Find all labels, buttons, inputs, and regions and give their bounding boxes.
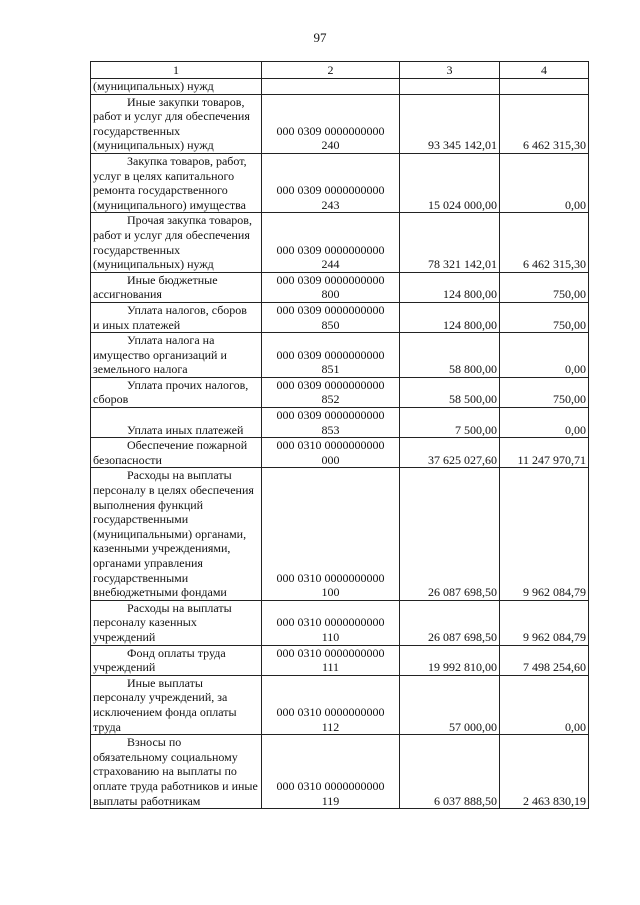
row-code: 000 0309 0000000000 (276, 302, 385, 317)
row-name-cell (91, 213, 262, 272)
row-name-rest: работ и услуг для обеспечения государственных (муниципальных) нужд (93, 109, 250, 153)
table-row (91, 153, 589, 212)
row-name-cell (91, 600, 262, 645)
row-code-cell (262, 333, 400, 378)
row-code: 000 0309 0000000000 (276, 183, 385, 198)
page-number: 97 (313, 30, 327, 45)
header-row (91, 62, 589, 79)
row-name-rest: работ и услуг для обеспечения государственных (муниципальных) нужд (93, 227, 250, 272)
row-value-col4: 11 247 970,71 (500, 438, 589, 468)
row-code-sub: 110 (321, 629, 340, 644)
row-value-col3: 58 800,00 (400, 333, 500, 378)
table-row (91, 675, 589, 734)
row-name-cell (91, 645, 262, 675)
row-name-first: Фонд оплаты труда (127, 645, 226, 660)
row-value-col3: 124 800,00 (400, 272, 500, 302)
table-body (91, 79, 589, 809)
row-name-rest: безопасности (93, 452, 162, 467)
row-code-sub: 111 (321, 660, 340, 675)
column-header-1: 1 (91, 62, 262, 79)
row-name-first: Уплата налога на (127, 333, 215, 348)
row-name-cell (91, 302, 262, 332)
row-code-sub: 000 (321, 452, 340, 467)
row-value-col4: 6 462 315,30 (500, 213, 589, 272)
table-row (91, 468, 589, 600)
table-row (91, 302, 589, 332)
table-row (91, 438, 589, 468)
row-value-col4: 0,00 (500, 153, 589, 212)
row-value-col4: 0,00 (500, 675, 589, 734)
row-code: 000 0309 0000000000 (276, 123, 385, 138)
row-name-rest: сборов (93, 392, 129, 407)
row-name-rest: персоналу в целях обеспечения выполнения функций государственными (муниципальными) органами, казенными учреждениями, органами управления государственными внебюджетными фондами (93, 483, 254, 600)
row-name-cell (91, 153, 262, 212)
column-header-4: 4 (500, 62, 589, 79)
row-code-sub: 244 (321, 257, 340, 272)
row-code-sub: 243 (321, 197, 340, 212)
row-value-col3: 58 500,00 (400, 377, 500, 407)
row-name-cell (91, 94, 262, 153)
row-code-sub: 100 (321, 585, 340, 600)
row-name-first: Расходы на выплаты (127, 468, 232, 483)
column-header-2: 2 (262, 62, 400, 79)
row-value-col4: 750,00 (500, 272, 589, 302)
row-code-cell (262, 408, 400, 438)
row-name-first: Иные выплаты (127, 675, 203, 690)
row-code-sub: 850 (321, 317, 340, 332)
row-code: 000 0310 0000000000 (276, 704, 385, 719)
table-row (91, 272, 589, 302)
row-name-first: Закупка товаров, работ, (127, 153, 247, 168)
budget-table (90, 61, 589, 809)
row-value-col3: 124 800,00 (400, 302, 500, 332)
table-row (91, 333, 589, 378)
row-code-cell (262, 213, 400, 272)
row-code: 000 0310 0000000000 (276, 645, 385, 660)
row-value-col3: 26 087 698,50 (400, 468, 500, 600)
row-name-cell (91, 377, 262, 407)
table-row (91, 600, 589, 645)
row-code: 000 0309 0000000000 (276, 408, 385, 423)
row-code-cell (262, 94, 400, 153)
row-code: 000 0310 0000000000 (276, 615, 385, 630)
row-value-col3: 57 000,00 (400, 675, 500, 734)
row-value-col4: 6 462 315,30 (500, 94, 589, 153)
row-code-sub: 240 (321, 138, 340, 153)
row-name-cell (91, 333, 262, 378)
row-value-col3: 93 345 142,01 (400, 94, 500, 153)
row-code: 000 0310 0000000000 (276, 438, 385, 453)
row-value-col3 (400, 79, 500, 95)
table-row (91, 79, 589, 95)
row-name-rest: и иных платежей (93, 317, 181, 332)
row-name-rest: обязательному социальному страхованию на выплаты по оплате труда работников и иные выплаты работникам (93, 749, 258, 808)
row-name-cell (91, 79, 262, 95)
table-row (91, 735, 589, 809)
row-value-col4: 750,00 (500, 377, 589, 407)
row-name-first: Расходы на выплаты (127, 600, 232, 615)
row-value-col4: 9 962 084,79 (500, 600, 589, 645)
column-header-3: 3 (400, 62, 500, 79)
table-row (91, 408, 589, 438)
row-name-first: Иные бюджетные (127, 272, 218, 287)
row-value-col3: 7 500,00 (400, 408, 500, 438)
row-name-rest: ассигнования (93, 287, 162, 302)
row-value-col4 (500, 79, 589, 95)
row-value-col3: 19 992 810,00 (400, 645, 500, 675)
row-value-col4: 2 463 830,19 (500, 735, 589, 809)
row-name-first: Прочая закупка товаров, (127, 213, 252, 228)
row-name-first: Взносы по (127, 735, 182, 750)
row-name-cell (91, 438, 262, 468)
row-code: 000 0309 0000000000 (276, 242, 385, 257)
row-value-col3: 15 024 000,00 (400, 153, 500, 212)
row-code-cell (262, 600, 400, 645)
row-name-cell (91, 408, 262, 438)
row-code-cell (262, 302, 400, 332)
row-value-col4: 0,00 (500, 333, 589, 378)
row-name-cell (91, 272, 262, 302)
row-code-sub: 852 (321, 392, 340, 407)
table-row (91, 645, 589, 675)
row-name-cell (91, 468, 262, 600)
row-name-rest: имущество организаций и земельного налога (93, 347, 227, 377)
row-value-col3: 37 625 027,60 (400, 438, 500, 468)
row-code-cell (262, 468, 400, 600)
row-code-cell (262, 675, 400, 734)
row-name-first: Уплата прочих налогов, (127, 377, 249, 392)
row-code-sub: 800 (321, 287, 340, 302)
row-value-col4: 9 962 084,79 (500, 468, 589, 600)
row-value-col3: 78 321 142,01 (400, 213, 500, 272)
row-code: 000 0310 0000000000 (276, 570, 385, 585)
row-name-first: Обеспечение пожарной (127, 438, 248, 453)
table-row (91, 94, 589, 153)
row-name-first: Уплата иных платежей (127, 422, 244, 437)
row-name-first: Уплата налогов, сборов (127, 302, 247, 317)
row-name-rest: персоналу учреждений, за исключением фонда оплаты труда (93, 690, 237, 734)
row-code: 000 0309 0000000000 (276, 377, 385, 392)
row-name-cell (91, 735, 262, 809)
row-code-cell (262, 645, 400, 675)
row-code-cell (262, 153, 400, 212)
row-name-rest: персоналу казенных учреждений (93, 615, 197, 644)
table-row (91, 213, 589, 272)
row-code: 000 0310 0000000000 (276, 778, 385, 793)
row-code-sub: 851 (321, 362, 340, 377)
row-code: 000 0309 0000000000 (276, 347, 385, 362)
row-code: 000 0309 0000000000 (276, 272, 385, 287)
row-code-cell (262, 438, 400, 468)
row-name-first: Иные закупки товаров, (127, 94, 245, 109)
table-row (91, 377, 589, 407)
row-value-col3: 26 087 698,50 (400, 600, 500, 645)
row-code-cell (262, 79, 400, 95)
row-code-sub: 853 (321, 422, 340, 437)
row-value-col4: 750,00 (500, 302, 589, 332)
row-code-cell (262, 377, 400, 407)
row-value-col3: 6 037 888,50 (400, 735, 500, 809)
row-code-cell (262, 272, 400, 302)
row-name-cell (91, 675, 262, 734)
row-name-rest: услуг в целях капитального ремонта государственного (муниципального) имущества (93, 168, 246, 212)
row-value-col4: 7 498 254,60 (500, 645, 589, 675)
row-value-col4: 0,00 (500, 408, 589, 438)
row-code-sub: 119 (321, 793, 340, 808)
row-name-rest: (муниципальных) нужд (93, 79, 214, 93)
row-code-sub: 112 (321, 719, 340, 734)
row-name-rest: учреждений (93, 660, 156, 675)
row-code-cell (262, 735, 400, 809)
